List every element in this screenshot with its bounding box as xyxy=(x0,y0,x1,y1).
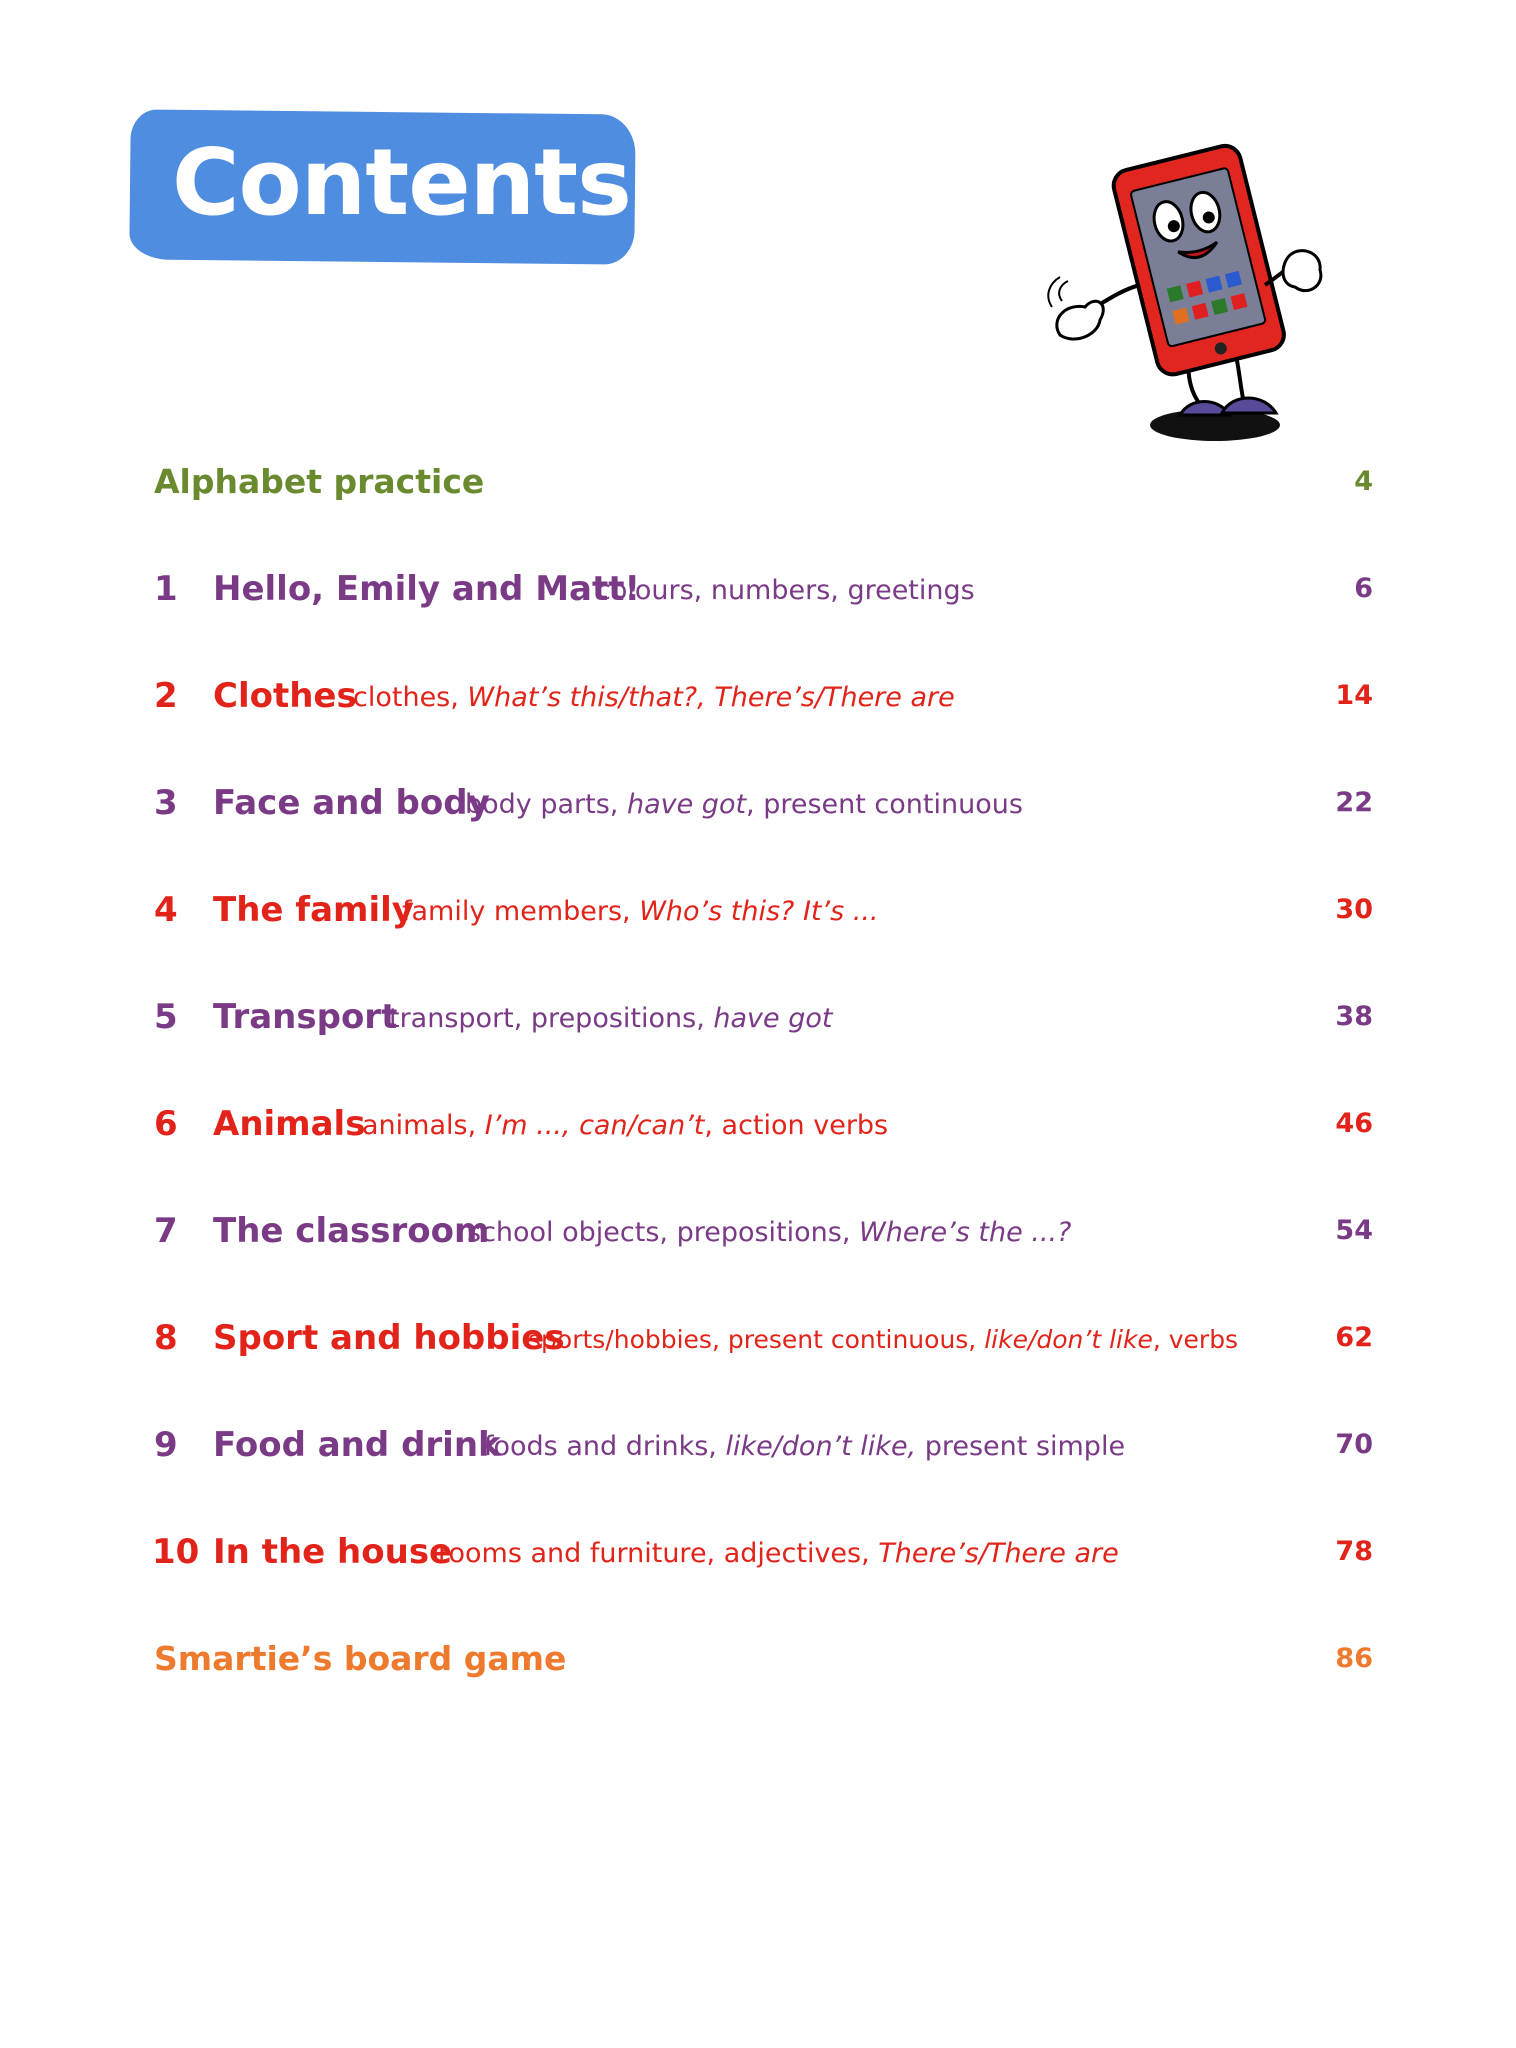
unit-description: family members, Who’s this? It’s ... xyxy=(402,896,879,927)
unit-number: 3 xyxy=(154,783,178,823)
toc-entry-unit-5[interactable] xyxy=(0,987,1516,1047)
toc-entry-unit-7[interactable] xyxy=(0,1201,1516,1261)
page-number: 22 xyxy=(1335,787,1373,818)
smartphone-mascot-icon xyxy=(1040,135,1330,455)
page-number: 4 xyxy=(1354,466,1373,497)
unit-title: The classroom xyxy=(213,1211,490,1251)
toc-entry-unit-1[interactable] xyxy=(0,559,1516,619)
unit-title: Transport xyxy=(213,997,398,1037)
unit-number: 10 xyxy=(152,1532,200,1572)
unit-number: 5 xyxy=(154,997,178,1037)
unit-number: 8 xyxy=(154,1318,178,1358)
unit-description: clothes, What’s this/that?, There’s/There are xyxy=(353,682,955,713)
entry-title: Smartie’s board game xyxy=(154,1639,567,1678)
unit-title: The family xyxy=(213,890,414,930)
unit-title: Animals xyxy=(213,1104,366,1144)
unit-description: body parts, have got, present continuous xyxy=(465,789,1023,820)
toc-entry-unit-9[interactable] xyxy=(0,1415,1516,1475)
page-number: 86 xyxy=(1335,1643,1373,1674)
unit-description: sports/hobbies, present continuous, like/don’t like, verbs xyxy=(528,1325,1239,1354)
unit-number: 6 xyxy=(154,1104,178,1144)
toc-entry-unit-10[interactable] xyxy=(0,1522,1516,1582)
unit-description: school objects, prepositions, Where’s the ...? xyxy=(467,1217,1072,1248)
toc-entry-board-game[interactable] xyxy=(0,1629,1516,1689)
unit-title: Hello, Emily and Matt! xyxy=(213,569,641,609)
unit-number: 4 xyxy=(154,890,178,930)
toc-entry-unit-6[interactable] xyxy=(0,1094,1516,1154)
page-number: 62 xyxy=(1335,1322,1373,1353)
page-number: 70 xyxy=(1335,1429,1373,1460)
toc-entry-unit-2[interactable] xyxy=(0,666,1516,726)
page-number: 30 xyxy=(1335,894,1373,925)
unit-description: transport, prepositions, have got xyxy=(389,1003,833,1034)
page-number: 14 xyxy=(1335,680,1373,711)
page-number: 46 xyxy=(1335,1108,1373,1139)
page-number: 78 xyxy=(1335,1536,1373,1567)
toc-entry-unit-3[interactable] xyxy=(0,773,1516,833)
toc-entry-unit-4[interactable] xyxy=(0,880,1516,940)
unit-title: Clothes xyxy=(213,676,357,716)
toc-entry-alphabet-practice[interactable] xyxy=(0,452,1516,512)
entry-title: Alphabet practice xyxy=(154,462,485,501)
page-number: 6 xyxy=(1354,573,1373,604)
unit-description: rooms and furniture, adjectives, There’s/There are xyxy=(438,1538,1119,1569)
page-title: Contents xyxy=(172,129,631,236)
unit-description: animals, I’m ..., can/can’t, action verbs xyxy=(362,1110,889,1141)
page-number: 54 xyxy=(1335,1215,1373,1246)
toc-entry-unit-8[interactable] xyxy=(0,1308,1516,1368)
unit-description: colours, numbers, greetings xyxy=(596,575,975,606)
unit-description: foods and drinks, like/don’t like, present simple xyxy=(484,1431,1126,1462)
unit-title: In the house xyxy=(213,1532,453,1572)
unit-number: 7 xyxy=(154,1211,178,1251)
unit-number: 9 xyxy=(154,1425,178,1465)
page-number: 38 xyxy=(1335,1001,1373,1032)
unit-title: Face and body xyxy=(213,783,490,823)
unit-number: 2 xyxy=(154,676,178,716)
unit-number: 1 xyxy=(154,569,178,609)
unit-title: Food and drink xyxy=(213,1425,501,1465)
unit-title: Sport and hobbies xyxy=(213,1318,565,1358)
